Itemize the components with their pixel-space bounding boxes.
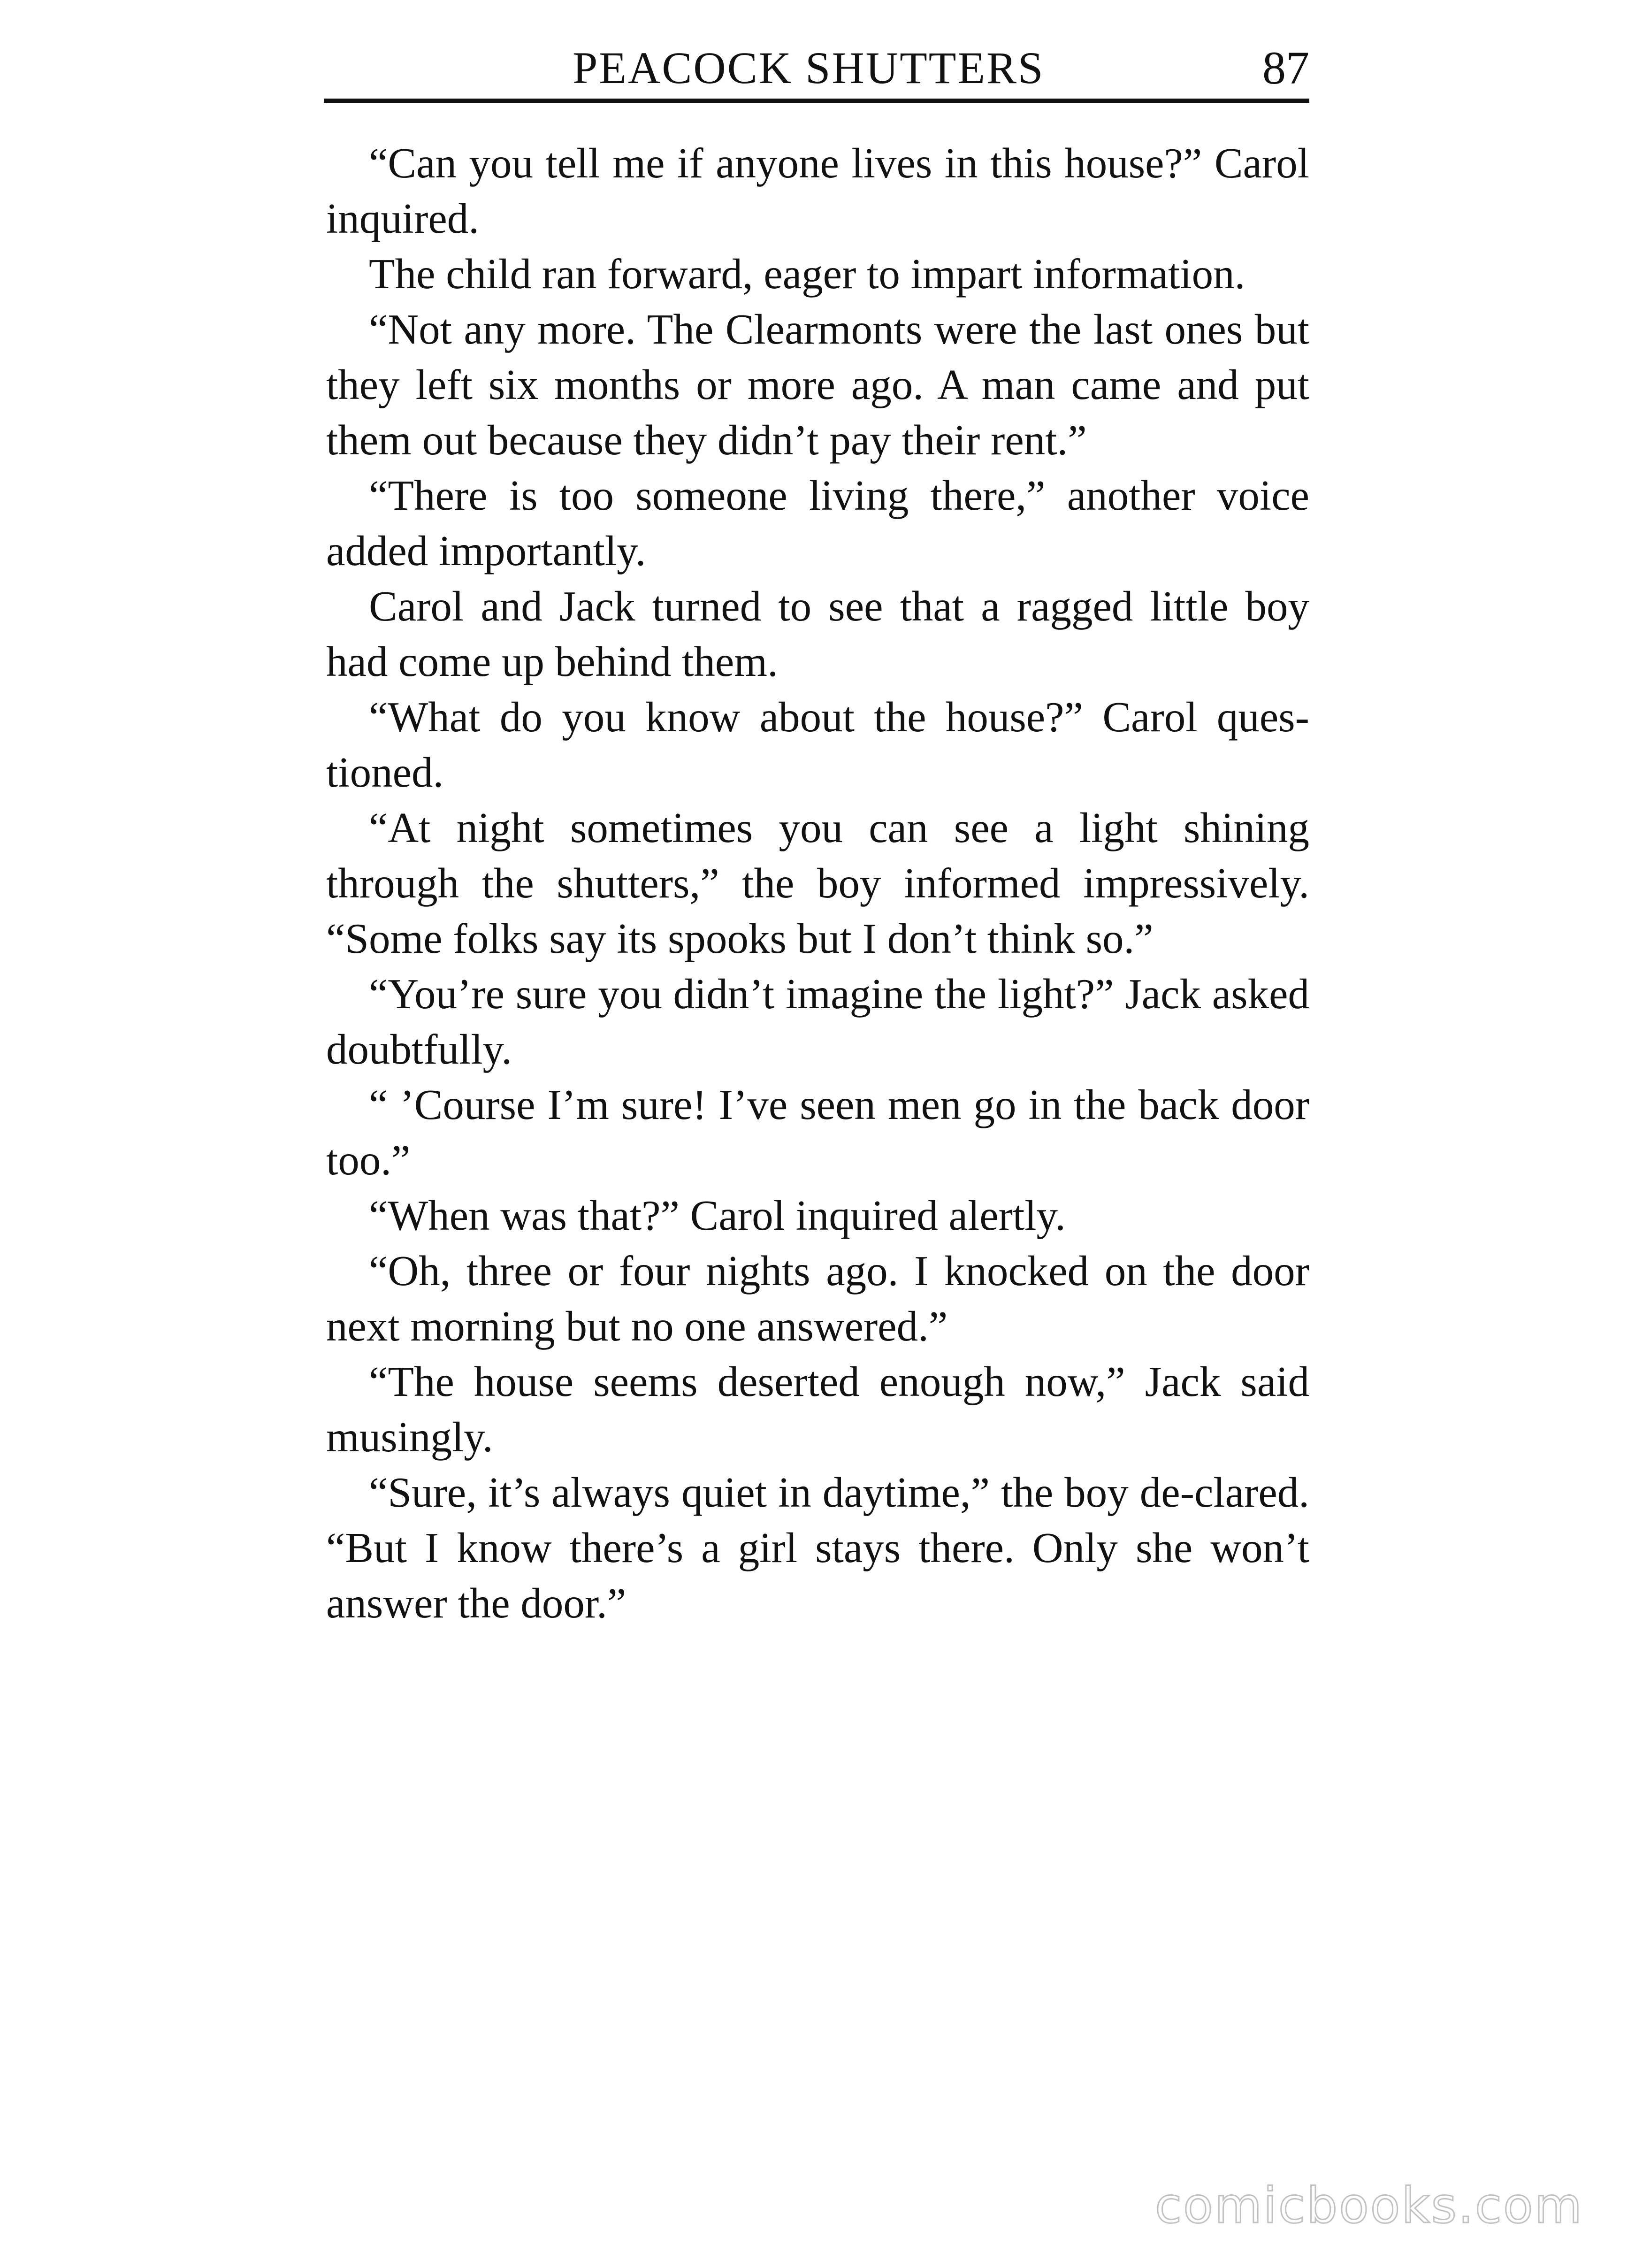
paragraph: “When was that?” Carol inquired alertly. xyxy=(369,1192,1066,1239)
paragraph: “You’re sure you didn’t imagine the light?” Jack asked doubtfully. xyxy=(326,970,1309,1073)
watermark: comicbooks.com xyxy=(1154,2177,1583,2234)
running-head xyxy=(324,34,1309,104)
paragraph: The child ran forward, eager to impart information. xyxy=(369,250,1245,298)
page-number: 87 xyxy=(1262,42,1309,94)
paragraph: Carol and Jack turned to see that a ragged little boy had come up behind them. xyxy=(326,582,1309,685)
paragraph: “Can you tell me if anyone lives in this house?” Carol inquired. xyxy=(326,139,1309,242)
paragraph: “ ’Course I’m sure! I’ve seen men go in the back door too.” xyxy=(326,1081,1309,1184)
paragraph: “What do you know about the house?” Carol ques-tioned. xyxy=(326,693,1309,796)
paragraph: “At night sometimes you can see a light shining through the shutters,” the boy informed impressively. “Some folks say its spooks but I don’t think so.” xyxy=(326,804,1309,962)
running-title: PEACOCK SHUTTERS xyxy=(573,43,1045,93)
body-text xyxy=(326,136,1309,1631)
paragraph: “Not any more. The Clearmonts were the last ones but they left six months or more ago. A man came and put them out because they didn’t pay their rent.” xyxy=(326,306,1309,464)
header-rule xyxy=(324,99,1309,103)
paragraph: “Sure, it’s always quiet in daytime,” the boy de-clared. “But I know there’s a girl stays there. Only she won’t answer the door.” xyxy=(326,1469,1309,1627)
paragraph: “Oh, three or four nights ago. I knocked on the door next morning but no one answered.” xyxy=(326,1247,1309,1350)
paragraph: “There is too someone living there,” another voice added importantly. xyxy=(326,472,1309,575)
paragraph: “The house seems deserted enough now,” Jack said musingly. xyxy=(326,1358,1309,1461)
